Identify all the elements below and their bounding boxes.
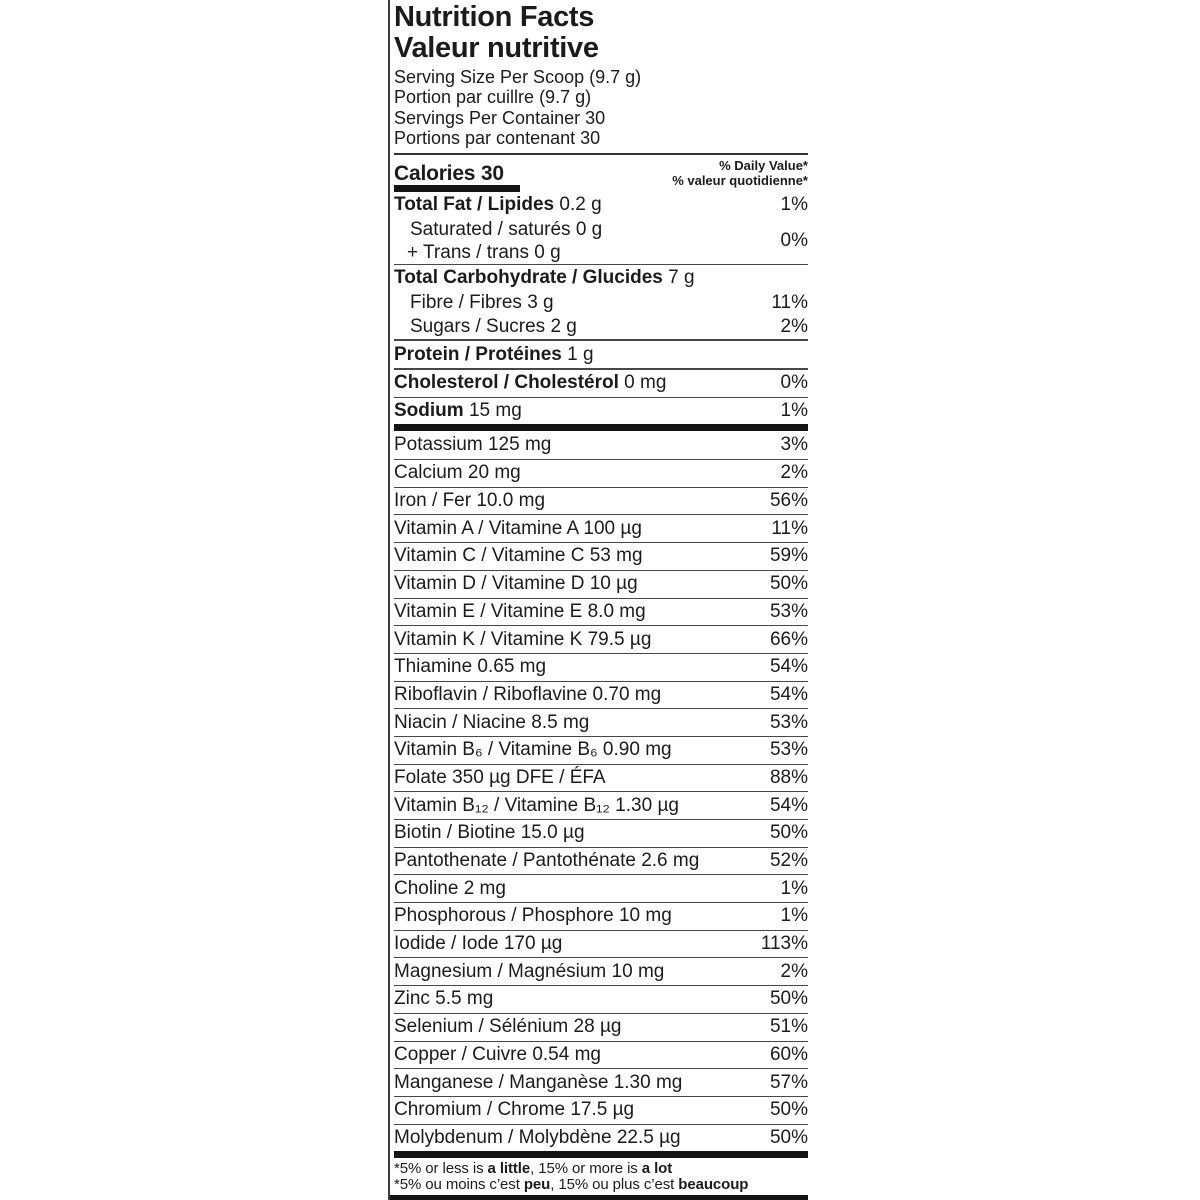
nutrient-row	[394, 930, 808, 958]
nutrient-name: Calcium 20 mg	[394, 462, 521, 484]
nutrient-daily-value: 88%	[769, 766, 808, 788]
nutrient-row-sodium	[394, 398, 808, 424]
serving-size-fr: Portion par cuillre (9.7 g)	[394, 87, 592, 108]
bottom-border-bar	[390, 1195, 808, 1200]
nutrient-row	[394, 791, 808, 819]
nutrient-daily-value: 54%	[769, 794, 808, 816]
thick-divider-bar	[394, 424, 808, 431]
nutrient-name: Vitamin A / Vitamine A 100 µg	[394, 517, 642, 539]
nutrient-name: Vitamin E / Vitamine E 8.0 mg	[394, 600, 646, 622]
nutrient-daily-value: 50%	[769, 822, 808, 844]
nutrient-daily-value: 59%	[769, 545, 808, 567]
nutrient-daily-value: 50%	[769, 573, 808, 595]
sub-nutrient-saturated: Saturated / saturés 0 g	[410, 218, 603, 240]
nutrient-row	[394, 1096, 808, 1124]
nutrition-facts-label	[388, 0, 808, 1200]
sub-nutrient-name: Sugars / Sucres 2 g	[410, 316, 577, 338]
nutrient-row	[394, 736, 808, 764]
nutrient-row-total-fat	[394, 192, 808, 218]
nutrient-daily-value: 50%	[769, 1099, 808, 1121]
nutrient-name: Copper / Cuivre 0.54 mg	[394, 1043, 601, 1065]
daily-value-header-fr: % valeur quotidienne*	[672, 173, 808, 189]
nutrient-name: Folate 350 µg DFE / ÉFA	[394, 766, 606, 788]
nutrient-row	[394, 1013, 808, 1041]
nutrient-name: Pantothenate / Pantothénate 2.6 mg	[394, 850, 700, 872]
nutrient-name: Vitamin C / Vitamine C 53 mg	[394, 545, 643, 567]
nutrient-name: Total Fat / Lipides 0.2 g	[394, 193, 602, 215]
nutrient-row-sugars	[394, 315, 808, 339]
servings-per-container-en: Servings Per Container 30	[394, 107, 606, 128]
nutrient-name: Phosphorous / Phosphore 10 mg	[394, 905, 672, 927]
nutrient-daily-value: 54%	[769, 656, 808, 678]
nutrient-daily-value: 50%	[769, 1126, 808, 1148]
nutrient-row	[394, 1124, 808, 1152]
nutrient-daily-value: 53%	[769, 739, 808, 761]
nutrient-row	[394, 764, 808, 792]
nutrient-daily-value: 51%	[769, 1016, 808, 1038]
nutrient-row	[394, 902, 808, 930]
nutrient-daily-value: 0%	[780, 229, 808, 251]
nutrient-name: Chromium / Chrome 17.5 µg	[394, 1099, 635, 1121]
nutrient-row	[394, 708, 808, 736]
footnote-english: *5% or less is a little, 15% or more is a lot	[394, 1160, 673, 1178]
nutrient-name: Iodide / Iode 170 µg	[394, 933, 563, 955]
nutrient-name: Vitamin K / Vitamine K 79.5 µg	[394, 628, 652, 650]
nutrient-daily-value: 113%	[760, 933, 808, 955]
nutrient-row-fibre	[394, 291, 808, 315]
daily-value-header	[672, 155, 808, 189]
nutrient-name: Molybdenum / Molybdène 22.5 µg	[394, 1126, 681, 1148]
nutrient-daily-value: 0%	[780, 372, 808, 394]
nutrient-row	[394, 431, 808, 459]
nutrient-row-total-carbohydrate	[394, 265, 808, 291]
nutrient-daily-value: 1%	[780, 400, 808, 422]
nutrient-row	[394, 1041, 808, 1069]
serving-size-en: Serving Size Per Scoop (9.7 g)	[394, 67, 642, 87]
nutrient-daily-value: 53%	[769, 600, 808, 622]
nutrient-name: Niacin / Niacine 8.5 mg	[394, 711, 590, 733]
nutrient-name: Vitamin D / Vitamine D 10 µg	[394, 573, 638, 595]
sub-nutrient-trans: + Trans / trans 0 g	[407, 241, 561, 263]
nutrient-daily-value: 1%	[780, 905, 808, 927]
nutrient-daily-value: 53%	[769, 711, 808, 733]
nutrient-row-cholesterol	[394, 370, 808, 397]
nutrient-name: Potassium 125 mg	[394, 434, 552, 456]
nutrient-row	[394, 625, 808, 653]
calories-row	[394, 155, 808, 189]
nutrient-row	[394, 874, 808, 902]
nutrient-name: Cholesterol / Cholestérol 0 mg	[394, 372, 667, 394]
nutrient-row	[394, 957, 808, 985]
nutrient-daily-value: 56%	[769, 490, 808, 512]
nutrient-row	[394, 819, 808, 847]
nutrient-name: Biotin / Biotine 15.0 µg	[394, 822, 585, 844]
nutrient-name: Zinc 5.5 mg	[394, 988, 494, 1010]
daily-value-header-en: % Daily Value*	[719, 157, 808, 173]
footnote-french: *5% ou moins c’est peu, 15% ou plus c’est beaucoup	[394, 1176, 749, 1194]
nutrient-daily-value: 3%	[780, 434, 808, 456]
nutrient-name: Manganese / Manganèse 1.30 mg	[394, 1071, 683, 1093]
nutrient-daily-value: 1%	[780, 877, 808, 899]
nutrient-daily-value: 1%	[780, 193, 808, 215]
nutrient-daily-value: 11%	[771, 517, 808, 539]
nutrient-daily-value: 52%	[769, 850, 808, 872]
nutrient-daily-value: 60%	[769, 1043, 808, 1065]
nutrient-daily-value: 2%	[780, 462, 808, 484]
nutrient-daily-value: 2%	[780, 316, 808, 338]
nutrient-name: Protein / Protéines 1 g	[394, 343, 594, 365]
nutrient-daily-value: 2%	[780, 960, 808, 982]
nutrient-daily-value: 50%	[769, 988, 808, 1010]
nutrient-name: Total Carbohydrate / Glucides 7 g	[394, 267, 695, 289]
footnote	[394, 1161, 808, 1193]
nutrient-name: Magnesium / Magnésium 10 mg	[394, 960, 665, 982]
nutrient-daily-value: 57%	[769, 1071, 808, 1093]
nutrient-name: Iron / Fer 10.0 mg	[394, 490, 546, 512]
calories-underline-bar	[394, 185, 520, 192]
nutrient-row	[394, 598, 808, 626]
nutrient-row	[394, 514, 808, 542]
nutrient-row	[394, 1068, 808, 1096]
nutrient-name: Choline 2 mg	[394, 877, 506, 899]
nutrient-row	[394, 847, 808, 875]
micronutrient-table	[394, 431, 808, 1151]
nutrient-daily-value: 66%	[769, 628, 808, 650]
nutrient-row-protein	[394, 341, 808, 368]
thick-divider-bar	[394, 1151, 808, 1158]
nutrient-row	[394, 985, 808, 1013]
nutrient-row	[394, 653, 808, 681]
nutrient-row	[394, 459, 808, 487]
sub-nutrient-name: Fibre / Fibres 3 g	[410, 292, 554, 314]
nutrient-row	[394, 570, 808, 598]
nutrient-daily-value: 54%	[769, 683, 808, 705]
title-english: Nutrition Facts	[394, 1, 595, 33]
nutrient-row	[394, 487, 808, 515]
nutrient-name: Riboflavin / Riboflavine 0.70 mg	[394, 683, 662, 705]
nutrient-row	[394, 681, 808, 709]
sub-nutrient-lines	[394, 218, 602, 264]
nutrient-name: Vitamin B₁₂ / Vitamine B₁₂ 1.30 µg	[394, 794, 679, 816]
nutrient-row	[394, 542, 808, 570]
title-french: Valeur nutritive	[394, 32, 599, 64]
nutrient-name: Selenium / Sélénium 28 µg	[394, 1016, 622, 1038]
calories-value: Calories 30	[394, 161, 504, 185]
servings-per-container-fr: Portions par contenant 30	[394, 128, 601, 149]
nutrient-row-saturated-trans	[394, 218, 808, 264]
nutrient-name: Vitamin B₆ / Vitamine B₆ 0.90 mg	[394, 739, 672, 761]
nutrient-name: Sodium 15 mg	[394, 400, 522, 422]
nutrient-name: Thiamine 0.65 mg	[394, 656, 547, 678]
nutrient-daily-value: 11%	[771, 292, 808, 314]
